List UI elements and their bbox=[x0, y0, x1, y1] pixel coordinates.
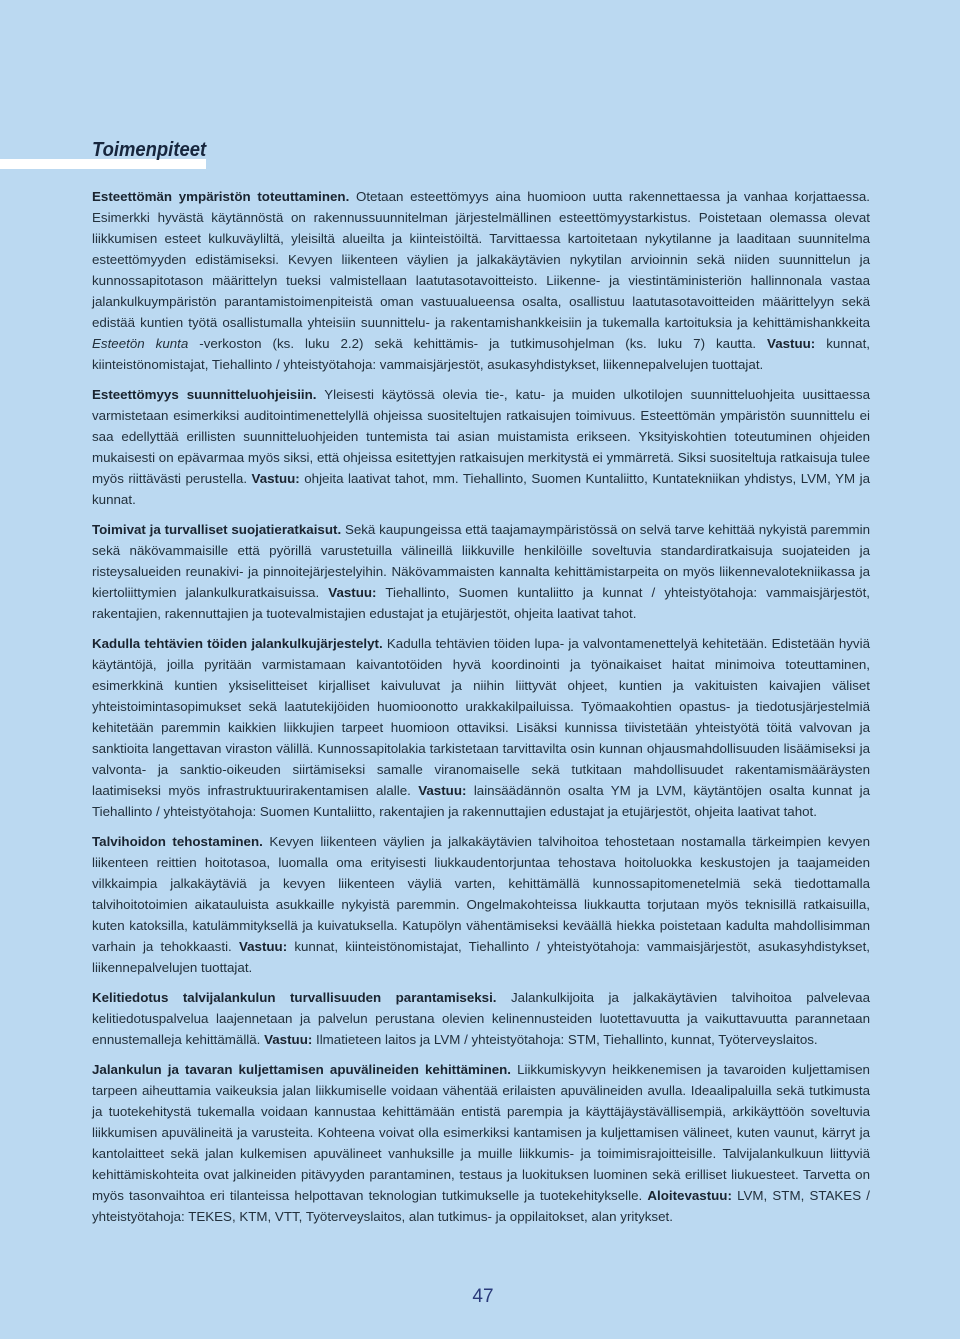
section-text: Otetaan esteettömyys aina huomioon uutta rakennettaessa ja vanhaa korjattaessa. Esimerkki hyvästä käytännöstä on rakennussuunnitelman järjestelmällinen esteettömyystarkistus. Poistetaan olemassa olevat liikkumisen esteet kulkuväyliltä, yleisiltä alueilta ja kiinteistöiltä. Tarvittaessa kartoitetaan nykytilanne ja laaditaan suunnitelma esteettömyyden edistämiseksi. Kevyen liikenteen väylien ja jalkakäytävien nykytilan arvioinnin sekä niiden suunnittelun ja kunnossapitotason määrittelyn tueksi valmistellaan laatutasotavoitteisto. Liikenne- ja viestintäministeriön hallinnonala vastaa jalankulkuympäristön parantamistoimenpiteistä oman vastuualueensa osalta, osallistuu laatutasotavoitteiden määrittelyyn sekä edistää kuntien työtä osallistumalla yhteisiin suunnittelu- ja rakentamishankkeisiin ja tukemalla kartoituksia ja kehittämishankkeita bbox=[92, 189, 870, 330]
section-title: Kadulla tehtävien töiden jalankulkujärjestelyt. bbox=[92, 636, 383, 651]
responsibility-label: Vastuu: bbox=[767, 336, 816, 351]
section-text: Kadulla tehtävien töiden lupa- ja valvontamenettelyä kehitetään. Edistetään hyviä käytäntöjä, joilla pyritään varmistamaan kaivantotöiden hyvä koordinointi ja työnaikaiset haitat minimoiva toteuttaminen, esimerkkinä kuntien yksiselitteiset kirjalliset kaivuluvat ja niihin liittyvät ohjeet, kuntien ja vakituisten kaivajien väliset yhteistoimintasopimukset sekä laatutekijöiden huomioonotto urakkakilpailuissa. Työmaakohtien opastus- ja tiedotusjärjestelmiä kehitetään paremmin kaikkien liikkujien tarpeet huomioon ottaviksi. Lisäksi kunnissa tiivistetään yhteistyötä töitä valvovan ja sanktioita langettavan viraston välillä. Kunnossapitolakia tarkistetaan tarvittavilta osin kunnan ohjausmahdollisuuden lisäämiseksi ja valvonta- ja sanktio-oikeuden siirtämiseksi samalle viranomaiselle sekä tutkitaan mahdollisuudet rakentamismääräysten laatimiseksi myös infrastruktuurirakentamisen alalle. bbox=[92, 636, 870, 798]
section-text: Liikkumiskyvyn heikkenemisen ja tavaroiden kuljettamisen tarpeen aiheuttamia vaikeuksia jalan liikkumiselle voidaan vähentää erilaisten apuvälineiden avulla. Ideaalipaluilla sekä tutkimusta ja tuotekehitystä tukemalla voidaan kannustaa kehittämään entistä parempia ja käyttäjäystävällisempiä, arkikäyttöön soveltuvia liikkumisen apuvälineitä ja varusteita. Kohteena voivat olla esimerkiksi kantamisen ja kuljettamisen välineet, kuten vaunut, kärryt ja kantolaitteet sekä jalan kulkemisen apuvälineet vanhuksille ja muille liikkumis- ja toimimisrajoitteisille. Talvijalankulkuun liittyviä kehittämiskohteita ovat jalkineiden pitävyyden parantaminen, testaus ja luokituksen luominen sekä erilliset liukuesteet. Tarvetta on myös tasonvaihtoa eri tilanteissa helpottavan teknologian tutkimukselle ja tuotekehitykselle. bbox=[92, 1062, 870, 1203]
responsibility-label: Vastuu: bbox=[251, 471, 300, 486]
section-talvihoito bbox=[92, 831, 870, 978]
section-esteeton-ymparisto bbox=[92, 186, 870, 375]
section-text: Jalankulkijoita ja jalkakäytävien talvihoitoa palvelevaa kelitiedotuspalvelua laajennetaan ja palvelun perustana olevien kelinennusteiden luotettavuutta ja vaikuttavuutta parannetaan ennustemalleja kehittämällä. bbox=[92, 990, 870, 1047]
responsibility-label: Vastuu: bbox=[418, 783, 467, 798]
responsibility-text: ohjeita laativat tahot, mm. Tiehallinto, Suomen Kuntaliitto, Kuntatekniikan yhdistys, LVM, YM ja kunnat. bbox=[92, 471, 870, 507]
section-title: Esteettömyys suunnitteluohjeisiin. bbox=[92, 387, 317, 402]
section-title: Toimivat ja turvalliset suojatieratkaisut. bbox=[92, 522, 342, 537]
network-name: Esteetön kunta bbox=[92, 336, 189, 351]
responsibility-text: kunnat, kiinteistönomistajat, Tiehallinto / yhteistyötahoja: vammaisjärjestöt, asukasyhdistykset, liikennepalvelujen tuottajat. bbox=[92, 939, 870, 975]
page-title: Toimenpiteet bbox=[92, 138, 207, 161]
section-text: Kevyen liikenteen väylien ja jalkakäytävien talvihoitoa tehostetaan nostamalla tärkeimpien kevyen liikenteen reittien hoitotasoa, luomalla oma erityisesti liukkaudentorjuntaa tehostava hoitoluokka keskustojen ja taajameiden vilkkaimpia jalkakäytäviä ja kevyen liikenteen väyliä varten, kehittämällä kunnossapitomenetelmiä sekä tiedottamalla talvihoitotoimien aikatauluista asukkaille nykyistä paremmin. Ongelmakohteissa liukkautta torjutaan myös teknisillä ratkaisuilla, kuten katoksilla, katulämmityksellä ja kuivatuksella. Katupölyn vähentämiseksi keväällä hiekka poistetaan kadulta mahdollisimman varhain ja tehokkaasti. bbox=[92, 834, 870, 954]
section-text: -verkoston (ks. luku 2.2) sekä kehittämis- ja tutkimusohjelman (ks. luku 7) kautta. bbox=[188, 336, 768, 351]
section-kelitiedotus bbox=[92, 987, 870, 1050]
section-suunnitteluohjeet bbox=[92, 384, 870, 510]
section-text: Sekä kaupungeissa että taajamaympäristössä on selvä tarve kehittää nykyistä paremmin sekä näkövammaisille että pyörillä varustetuilla välineillä liikkuville henkilöille soveltuvia standardiratkaisuja suojateiden ja risteysalueiden reunakivi- ja pinnoitejärjestelyihin. Näkövammaisten kannalta kehittämistarpeita on myös liikennevalotekniikassa ja kiertoliittymien jalankulkuratkaisuissa. bbox=[92, 522, 871, 600]
responsibility-text: Ilmatieteen laitos ja LVM / yhteistyötahoja: STM, Tiehallinto, kunnat, Työterveyslaitos. bbox=[312, 1032, 818, 1047]
section-title: Kelitiedotus talvijalankulun turvallisuuden parantamiseksi. bbox=[92, 990, 497, 1005]
section-apuvalineet bbox=[92, 1059, 870, 1227]
responsibility-text: LVM, STM, STAKES / yhteistyötahoja: TEKES, KTM, VTT, Työterveyslaitos, alan tutkimus- ja oppilaitokset, alan yritykset. bbox=[92, 1188, 870, 1224]
section-title: Jalankulun ja tavaran kuljettamisen apuvälineiden kehittäminen. bbox=[92, 1062, 511, 1077]
responsibility-label: Aloitevastuu: bbox=[647, 1188, 732, 1203]
responsibility-text: Tiehallinto, Suomen kuntaliitto ja kunnat / yhteistyötahoja: vammaisjärjestöt, rakentajien, rakennuttajien ja tuotevalmistajien edustajat ja etujärjestöt, ohjeita laativat tahot. bbox=[92, 585, 870, 621]
responsibility-text: kunnat, kiinteistönomistajat, Tiehallinto / yhteistyötahoja: vammaisjärjestöt, asukasyhdistykset, liikennepalvelujen tuottajat. bbox=[92, 336, 870, 372]
section-title: Esteettömän ympäristön toteuttaminen. bbox=[92, 189, 350, 204]
responsibility-label: Vastuu: bbox=[238, 939, 288, 954]
section-text: Yleisesti käytössä olevia tie-, katu- ja muiden ulkotilojen suunnitteluohjeita uusittaessa varmistetaan esimerkiksi auditointimenettelyllä ohjeissa suositeltujen ratkaisujen toimivuus. Esteettömän ympäristön suunnittelu ei saa edellyttää erillisten suunnitteluohjeiden tuntemista tai asian muistamista erikseen. Yksityiskohtien toteutuminen ohjeiden mukaisesti on epävarmaa myös siksi, että ohjeissa esitettyjen ratkaisujen merkitystä ei ymmärretä. Siksi suositeltuja ratkaisuja tulee myös riittävästi perustella. bbox=[92, 387, 870, 486]
responsibility-label: Vastuu: bbox=[328, 585, 377, 600]
responsibility-label: Vastuu: bbox=[264, 1032, 313, 1047]
section-suojatieratkaisut bbox=[92, 519, 870, 624]
section-title: Talvihoidon tehostaminen. bbox=[92, 834, 263, 849]
document-body bbox=[92, 186, 870, 1236]
page-number: 47 bbox=[472, 1286, 494, 1307]
responsibility-text: lainsäädännön osalta YM ja LVM, käytäntöjen osalta kunnat ja Tiehallinto / yhteistyötahoja: Suomen Kuntaliitto, rakentajien ja rakennuttajien edustajat ja etujärjestöt, ohjeita laativat tahot. bbox=[92, 783, 871, 819]
section-katutyot bbox=[92, 633, 870, 822]
